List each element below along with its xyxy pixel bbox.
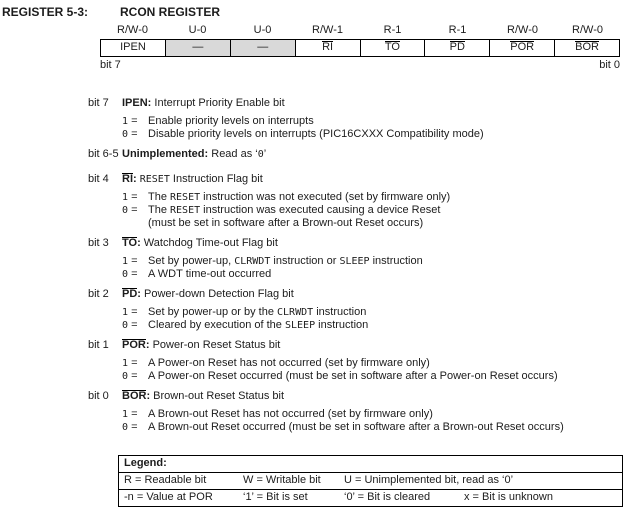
bit-cell-ipen: IPEN — [101, 40, 166, 56]
legend-entry: x = Bit is unknown — [464, 491, 553, 503]
value-text: (must be set in software after a Brown-out Reset occurs) — [148, 217, 424, 229]
access-type-label: R/W-0 — [572, 24, 603, 36]
bit-cells-row — [100, 39, 620, 57]
legend-row — [119, 490, 622, 506]
bit-value-line — [122, 255, 624, 268]
bit-msb-label: bit 7 — [100, 59, 121, 71]
value-text: Disable priority levels on interrupts (PIC16CXXX Compatibility mode) — [148, 128, 484, 140]
register-name-title: RCON REGISTER — [120, 5, 221, 19]
bit-value-line — [122, 306, 624, 319]
legend-rows — [119, 473, 622, 506]
bit-value-line — [122, 204, 624, 217]
value-text: Set by power-up, CLRWDT instruction or SLEEP instruction — [148, 255, 423, 267]
bit-title: TO: Watchdog Time-out Flag bit — [122, 237, 278, 249]
value-prefix: 0 = — [122, 128, 138, 140]
access-type-label: R/W-0 — [117, 24, 148, 36]
bit-number-label: bit 7 — [88, 97, 109, 109]
legend-entry: U = Unimplemented bit, read as ‘0’ — [344, 474, 514, 486]
bit-description-content — [122, 390, 624, 434]
access-type-label: R-1 — [448, 24, 467, 36]
legend-entry: W = Writable bit — [243, 474, 321, 486]
bit-description-bit-7 — [88, 97, 624, 141]
bit-value-line — [122, 370, 624, 383]
bit-value-line — [122, 115, 624, 128]
bit-lsb-label: bit 0 — [599, 59, 620, 71]
value-text: The RESET instruction was executed causing a device Reset — [148, 204, 441, 216]
bit-value-line — [122, 319, 624, 332]
bit-description-bit-0 — [88, 390, 624, 434]
value-text: A WDT time-out occurred — [148, 268, 272, 280]
value-text: A Brown-out Reset has not occurred (set by firmware only) — [148, 408, 433, 420]
legend-row — [119, 473, 622, 490]
bit-number-label: bit 3 — [88, 237, 109, 249]
access-type-label: R/W-0 — [507, 24, 538, 36]
bit-range-row — [100, 59, 620, 71]
bit-cell-por: POR — [490, 40, 555, 56]
bit-descriptions — [88, 90, 624, 434]
access-type-label: U-0 — [253, 24, 272, 36]
bit-value-line — [122, 421, 624, 434]
bit-number-label: bit 0 — [88, 390, 109, 402]
bit-description-content — [122, 288, 624, 332]
value-prefix: 1 = — [122, 191, 138, 203]
bit-number-label: bit 6-5 — [88, 148, 119, 160]
bit-description-bit-3 — [88, 237, 624, 281]
value-text: A Brown-out Reset occurred (must be set in software after a Brown-out Reset occurs) — [148, 421, 564, 433]
bit-cell-bor: BOR — [555, 40, 619, 56]
bit-description-bit-6-5 — [88, 148, 624, 166]
bit-description-content — [122, 237, 624, 281]
value-prefix: 1 = — [122, 408, 138, 420]
value-text: Enable priority levels on interrupts — [148, 115, 314, 127]
access-type-label: R/W-1 — [312, 24, 343, 36]
value-prefix: 0 = — [122, 421, 138, 433]
value-prefix: 0 = — [122, 268, 138, 280]
legend-entry: R = Readable bit — [124, 474, 207, 486]
bit-cell-pd: PD — [425, 40, 490, 56]
legend-box — [118, 455, 623, 507]
bit-description-bit-1 — [88, 339, 624, 383]
access-type-label: U-0 — [188, 24, 207, 36]
bit-number-label: bit 4 — [88, 173, 109, 185]
access-row — [100, 24, 620, 38]
bit-description-content — [122, 339, 624, 383]
bit-title: RI: RESET Instruction Flag bit — [122, 173, 263, 185]
bit-number-label: bit 2 — [88, 288, 109, 300]
value-prefix: 1 = — [122, 115, 138, 127]
bit-number-label: bit 1 — [88, 339, 109, 351]
legend-title: Legend: — [119, 456, 622, 473]
bit-cell-unimplemented: — — [231, 40, 296, 56]
bit-title: POR: Power-on Reset Status bit — [122, 339, 281, 351]
legend-entry: -n = Value at POR — [124, 491, 213, 503]
value-prefix: 1 = — [122, 306, 138, 318]
bit-description-bit-2 — [88, 288, 624, 332]
register-number-label: REGISTER 5-3: — [2, 5, 89, 19]
bit-title: IPEN: Interrupt Priority Enable bit — [122, 97, 285, 109]
bit-cell-unimplemented: — — [166, 40, 231, 56]
bit-description-bit-4 — [88, 173, 624, 230]
bit-cell-to: TO — [361, 40, 426, 56]
value-prefix: 1 = — [122, 357, 138, 369]
value-text: The RESET instruction was not executed (set by firmware only) — [148, 191, 451, 203]
bit-description-content — [122, 97, 624, 141]
bit-title: BOR: Brown-out Reset Status bit — [122, 390, 285, 402]
value-prefix: 1 = — [122, 255, 138, 267]
value-prefix: 0 = — [122, 319, 138, 331]
value-prefix — [122, 217, 148, 230]
access-type-label: R-1 — [383, 24, 402, 36]
value-text: A Power-on Reset occurred (must be set in software after a Power-on Reset occurs) — [148, 370, 558, 382]
value-text: Set by power-up or by the CLRWDT instruction — [148, 306, 367, 318]
bit-value-line — [122, 128, 624, 141]
value-text: Cleared by execution of the SLEEP instruction — [148, 319, 369, 331]
bit-description-content — [122, 173, 624, 230]
value-text: A Power-on Reset has not occurred (set by firmware only) — [148, 357, 430, 369]
value-prefix: 0 = — [122, 204, 138, 216]
legend-entry: ‘0’ = Bit is cleared — [344, 491, 431, 503]
bit-value-line — [122, 268, 624, 281]
legend-entry: ‘1’ = Bit is set — [243, 491, 308, 503]
value-prefix: 0 = — [122, 370, 138, 382]
bit-description-content — [122, 148, 624, 166]
bit-cell-ri: RI — [296, 40, 361, 56]
bit-value-line — [122, 217, 624, 230]
bit-title: PD: Power-down Detection Flag bit — [122, 288, 294, 300]
bit-value-line — [122, 357, 624, 370]
bit-title: Unimplemented: Read as ‘0’ — [122, 148, 267, 160]
bit-value-line — [122, 191, 624, 204]
bit-value-line — [122, 408, 624, 421]
register-bit-table — [100, 24, 620, 71]
